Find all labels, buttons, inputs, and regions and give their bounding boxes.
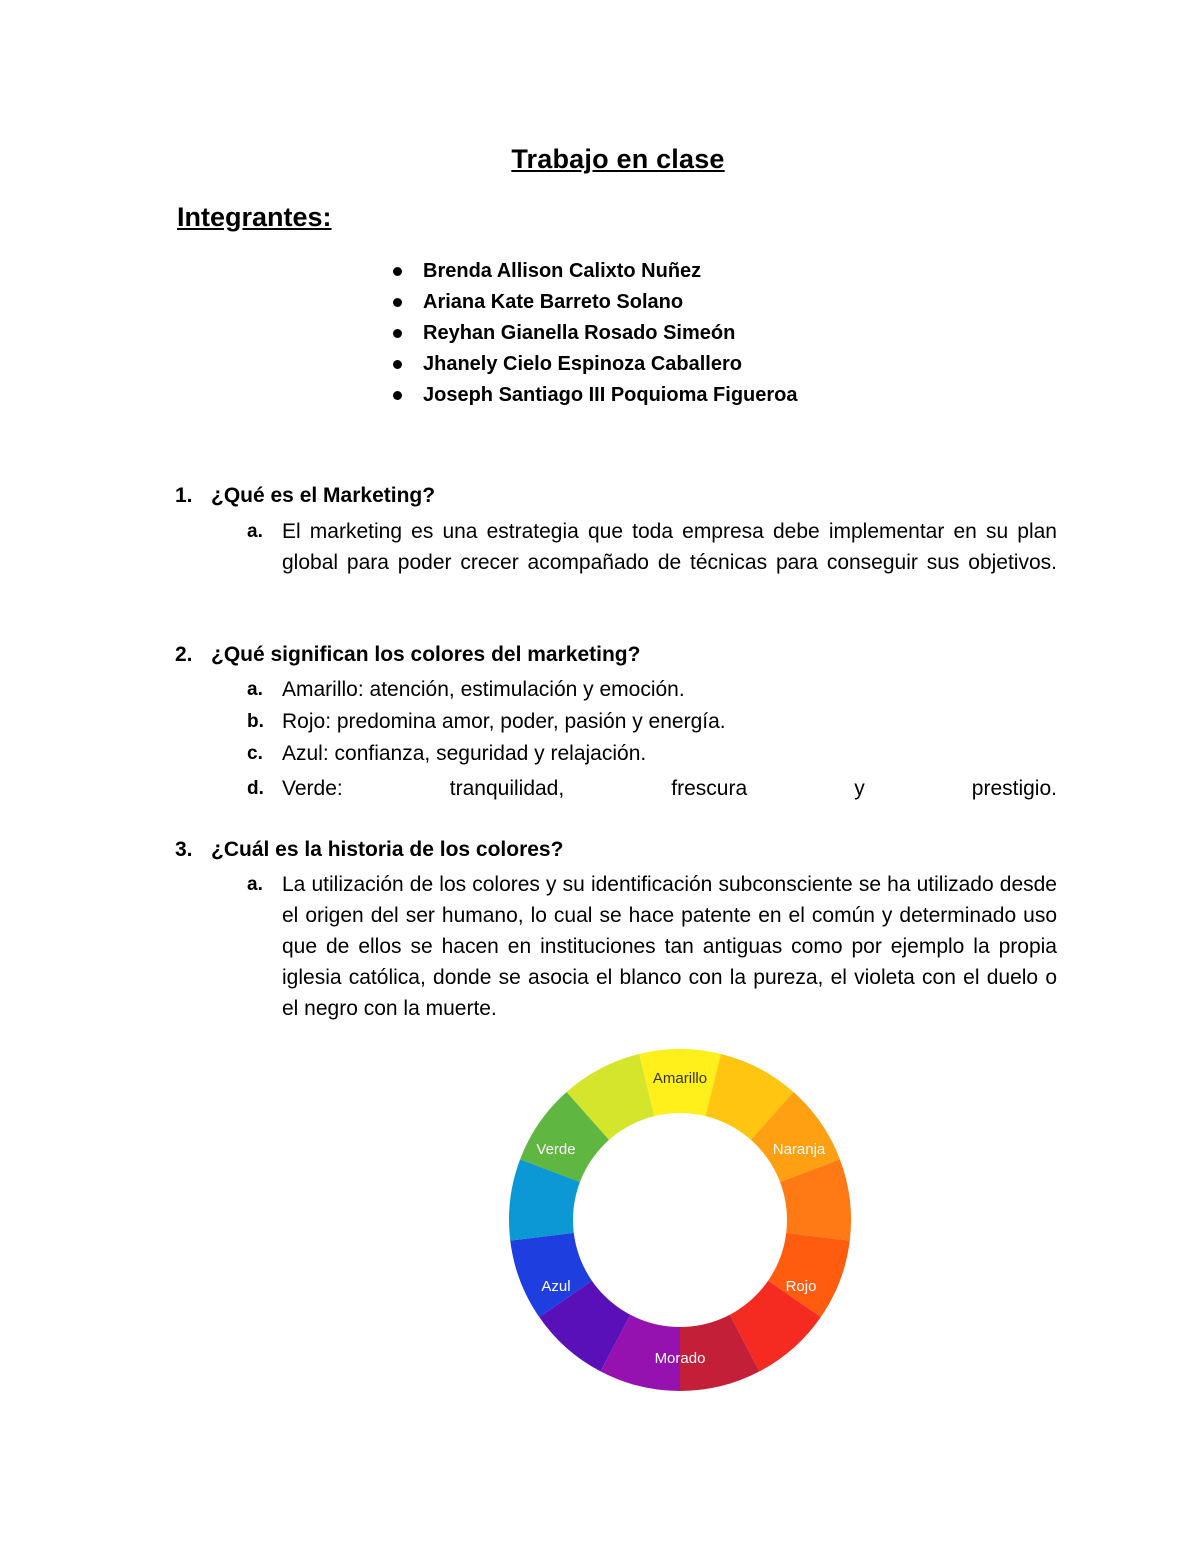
member-item [390, 256, 798, 287]
question-2 [175, 643, 640, 667]
answer-2d [247, 773, 1057, 804]
answer-3a [247, 869, 1057, 1024]
question-number: 1. [175, 484, 193, 507]
bullet-icon [393, 329, 402, 338]
answer-text: Azul: confianza, seguridad y relajación. [282, 742, 647, 765]
member-item [390, 318, 798, 349]
member-name: Ariana Kate Barreto Solano [423, 291, 684, 313]
answer-letter: a. [247, 521, 263, 542]
answer-text: Rojo: predomina amor, poder, pasión y energía. [282, 710, 726, 733]
answer-text: Amarillo: atención, estimulación y emoción. [282, 678, 685, 701]
label-rojo: Rojo [785, 1278, 817, 1295]
answer-text: Verde: tranquilidad, frescura y prestigio. [282, 777, 1057, 800]
members-heading: Integrantes: [177, 202, 332, 232]
label-morado: Morado [654, 1350, 706, 1367]
label-amarillo: Amarillo [652, 1070, 708, 1087]
question-1 [175, 484, 435, 508]
question-number: 3. [175, 838, 193, 861]
question-text: ¿Qué significan los colores del marketing? [211, 643, 641, 666]
answer-text: La utilización de los colores y su identificación subconsciente se ha utilizado desde el origen del ser humano, lo cual se hace patente en el común y determinado uso que de ellos se hacen en instituciones tan antiguas como por ejemplo la propia iglesia católica, donde se asocia el blanco con la pureza, el violeta con el duelo o el negro con la muerte. [282, 873, 1057, 1020]
label-verde: Verde [536, 1141, 576, 1158]
question-text: ¿Cuál es la historia de los colores? [211, 838, 564, 861]
member-name: Joseph Santiago III Poquioma Figueroa [423, 384, 798, 406]
color-wheel-center [573, 1113, 787, 1327]
member-item [390, 380, 798, 411]
bullet-icon [393, 360, 402, 369]
answer-2a [247, 674, 1057, 705]
member-name: Reyhan Gianella Rosado Simeón [423, 322, 736, 344]
members-list [390, 256, 798, 411]
bullet-icon [393, 391, 402, 400]
answer-letter: d. [247, 778, 264, 799]
member-name: Jhanely Cielo Espinoza Caballero [423, 353, 742, 375]
question-number: 2. [175, 643, 193, 666]
answer-letter: c. [247, 743, 263, 764]
answer-letter: a. [247, 679, 263, 700]
bullet-icon [393, 267, 402, 276]
answer-2b [247, 706, 1057, 737]
color-wheel [505, 1045, 855, 1395]
bullet-icon [393, 298, 402, 307]
question-text: ¿Qué es el Marketing? [211, 484, 436, 507]
label-naranja: Naranja [772, 1141, 826, 1158]
document-title: Trabajo en clase [511, 144, 725, 174]
question-3 [175, 838, 563, 862]
answer-letter: a. [247, 874, 263, 895]
answer-letter: b. [247, 711, 264, 732]
answer-2c [247, 738, 1057, 769]
answer-1a [247, 516, 1057, 578]
label-azul: Azul [541, 1278, 571, 1295]
member-item [390, 349, 798, 380]
member-name: Brenda Allison Calixto Nuñez [423, 260, 702, 282]
member-item [390, 287, 798, 318]
answer-text: El marketing es una estrategia que toda empresa debe implementar en su plan global para poder crecer acompañado de técnicas para conseguir sus objetivos. [282, 520, 1057, 574]
